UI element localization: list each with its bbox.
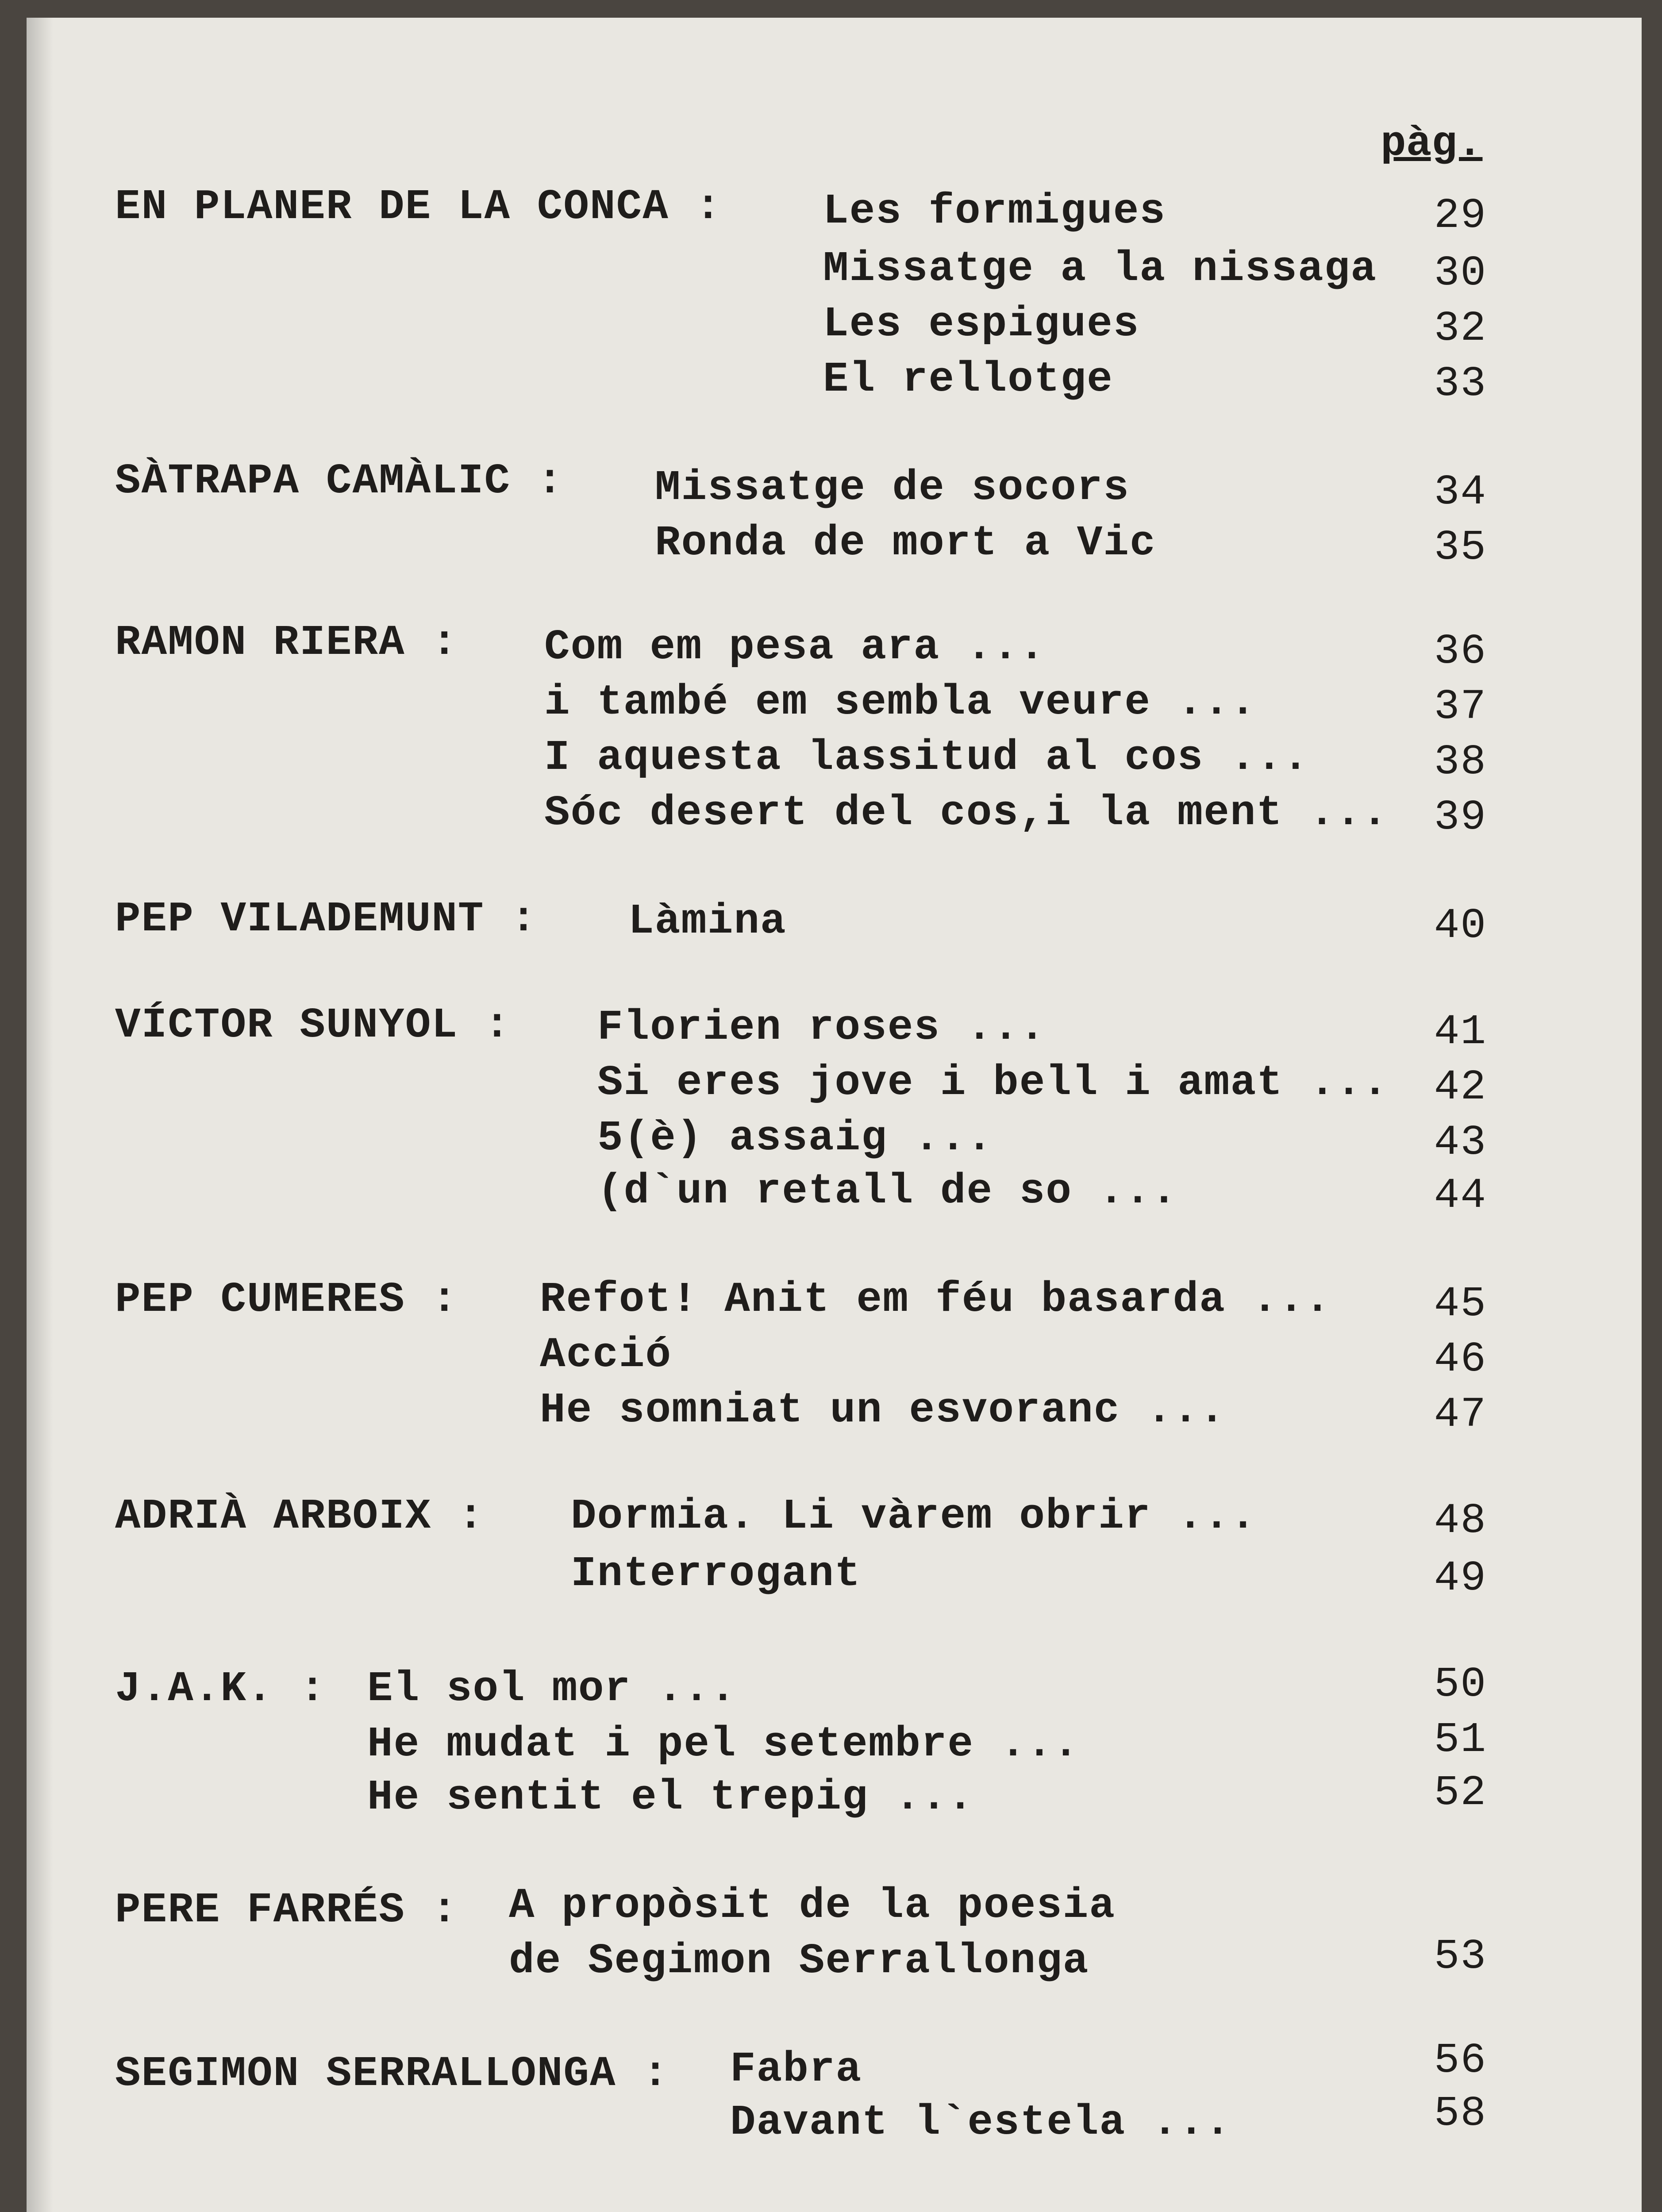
page-number: 33 (1434, 360, 1487, 408)
poem-title: de Segimon Serrallonga (509, 1937, 1089, 1985)
poem-title: Dormia. Li vàrem obrir ... (571, 1492, 1257, 1540)
poem-title: Làmina (628, 897, 787, 945)
poem-title: Davant l`estela ... (730, 2098, 1231, 2147)
poem-title: I aquesta lassitud al cos ... (544, 733, 1309, 782)
poem-title: El sol mor ... (367, 1665, 737, 1713)
page-number: 30 (1434, 249, 1487, 297)
page-number: 50 (1434, 1660, 1487, 1709)
author-name: PERE FARRÉS : (115, 1886, 458, 1934)
poem-title: i també em sembla veure ... (544, 678, 1257, 726)
poem-title: He mudat i pel setembre ... (367, 1720, 1080, 1768)
page-number: 36 (1434, 627, 1487, 676)
poem-title: Ronda de mort a Vic (655, 519, 1156, 567)
poem-title: El rellotge (823, 355, 1113, 403)
poem-title: Com em pesa ara ... (544, 623, 1046, 671)
author-name: SEGIMON SERRALLONGA : (115, 2050, 669, 2098)
page-number: 32 (1434, 304, 1487, 353)
author-name: PEP VILADEMUNT : (115, 895, 537, 943)
poem-title: Refot! Anit em féu basarda ... (540, 1275, 1331, 1324)
page-number: 45 (1434, 1280, 1487, 1328)
poem-title: (d`un retall de so ... (597, 1167, 1178, 1215)
page-number: 35 (1434, 523, 1487, 572)
page-number: 40 (1434, 902, 1487, 950)
poem-title: Les espigues (823, 300, 1140, 348)
poem-title: Florien roses ... (597, 1003, 1046, 1052)
author-name: VÍCTOR SUNYOL : (115, 1001, 511, 1049)
poem-title: He sentit el trepig ... (367, 1773, 974, 1821)
author-name: PEP CUMERES : (115, 1275, 458, 1324)
page-number: 46 (1434, 1335, 1487, 1383)
page-number: 38 (1434, 738, 1487, 786)
page-number: 47 (1434, 1390, 1487, 1439)
author-name: RAMON RIERA : (115, 618, 458, 667)
page-column-header: pàg. (1381, 119, 1483, 168)
poem-title: He somniat un esvoranc ... (540, 1386, 1226, 1434)
page-number: 43 (1434, 1118, 1487, 1167)
poem-title: Si eres jove i bell i amat ... (597, 1059, 1389, 1107)
page-number: 49 (1434, 1554, 1487, 1602)
page-number: 39 (1434, 793, 1487, 841)
author-name: SÀTRAPA CAMÀLIC : (115, 457, 564, 505)
poem-title: Acció (540, 1331, 672, 1379)
author-name: J.A.K. : (115, 1665, 326, 1713)
page-number: 53 (1434, 1932, 1487, 1981)
page-number: 48 (1434, 1497, 1487, 1545)
poem-title: Fabra (730, 2045, 862, 2093)
page-number: 41 (1434, 1008, 1487, 1056)
poem-title: Missatge a la nissaga (823, 245, 1377, 293)
page-number: 51 (1434, 1716, 1487, 1764)
page-number: 52 (1434, 1769, 1487, 1817)
poem-title: A propòsit de la poesia (509, 1882, 1116, 1930)
author-name: EN PLANER DE LA CONCA : (115, 183, 722, 231)
page-number: 34 (1434, 468, 1487, 516)
poem-title: Missatge de socors (655, 464, 1130, 512)
page-number: 44 (1434, 1171, 1487, 1220)
poem-title: Interrogant (571, 1550, 861, 1598)
page-number: 58 (1434, 2089, 1487, 2138)
poem-title: Sóc desert del cos,i la ment ... (544, 789, 1389, 837)
poem-title: Les formigues (823, 187, 1166, 235)
page-number: 37 (1434, 683, 1487, 731)
page-number: 42 (1434, 1063, 1487, 1111)
toc-page (27, 18, 1642, 2212)
page-number: 56 (1434, 2036, 1487, 2085)
poem-title: 5(è) assaig ... (597, 1114, 993, 1162)
author-name: ADRIÀ ARBOIX : (115, 1492, 485, 1540)
page-number: 29 (1434, 192, 1487, 240)
